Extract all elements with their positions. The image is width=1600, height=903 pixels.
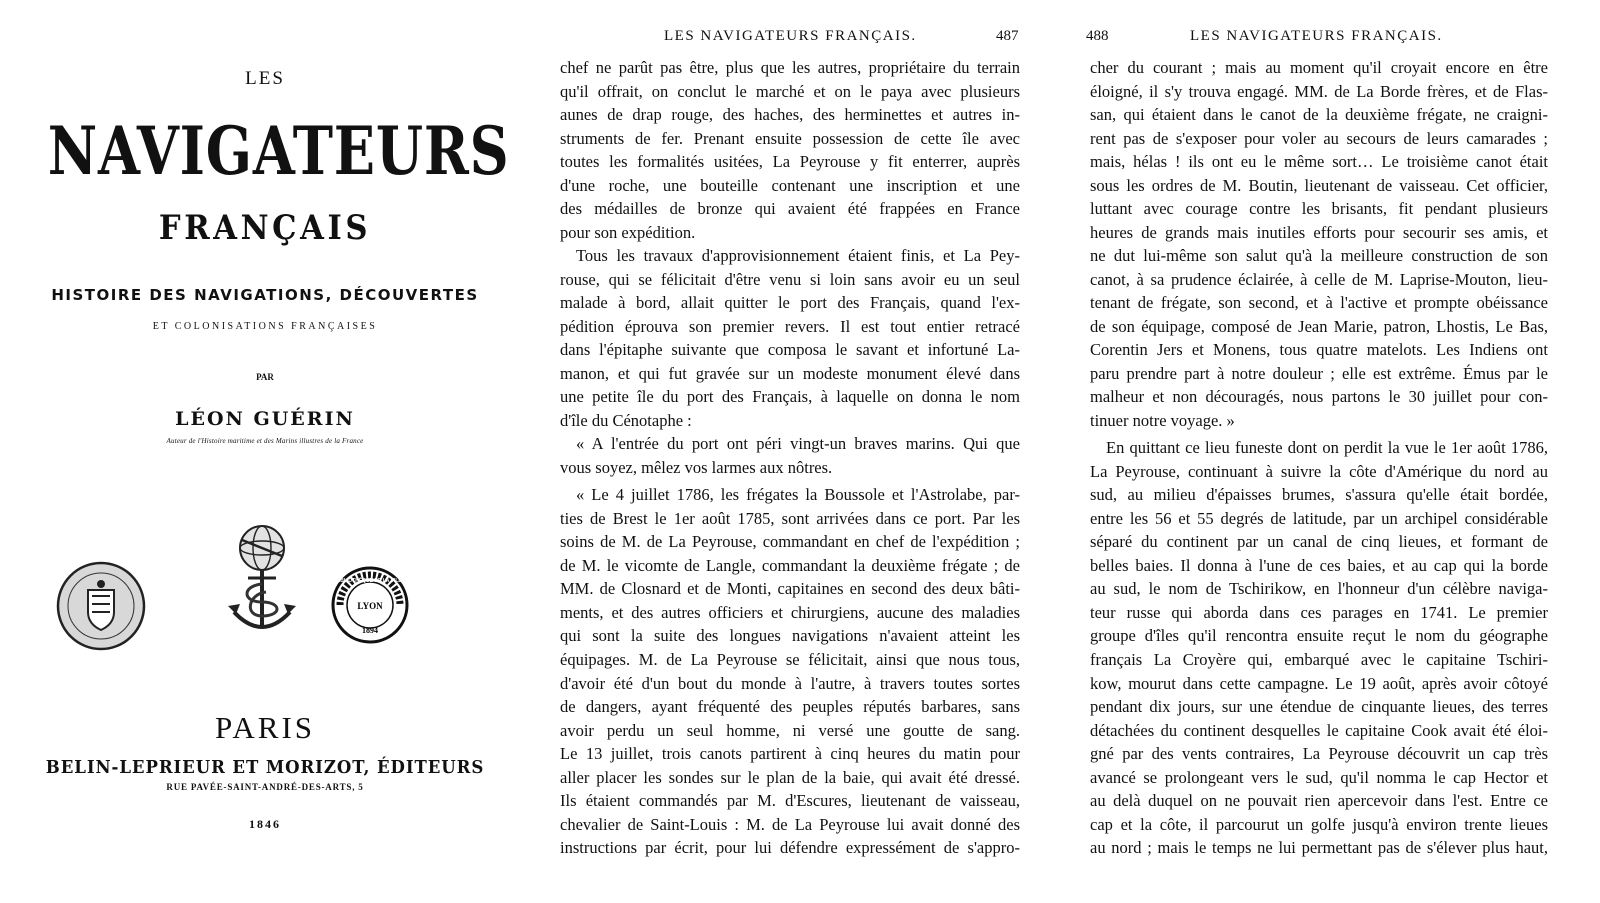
text-line: éloigné, il s'y trouva engagé. MM. de La Borde frères, et de Flas- <box>1090 81 1548 101</box>
text-line: kow, mourut dans cette campagne. Le 19 août, après avoir côtoyé <box>1090 673 1548 693</box>
page-number: 488 <box>1086 28 1109 44</box>
text-line: Tous les travaux d'approvisionnement étaient finis, et La Pey- <box>576 246 1020 266</box>
title-page <box>0 0 520 903</box>
text-line: sous les ordres de M. Boutin, lieutenant de vaisseau. Cet officier, <box>1090 175 1548 195</box>
text-line: une petite île du port des Français, à laquelle on donna le nom <box>560 387 1020 407</box>
text-line: MM. de Closnard et de Monti, capitaines en second des deux bâti- <box>560 579 1020 599</box>
text-line: rent pas de s'exposer pour voler au secours de leurs camarades ; <box>1090 128 1548 148</box>
text-line: aunes de drap rouge, des haches, des herminettes et autres in- <box>560 105 1020 125</box>
by-label: PAR <box>256 372 274 382</box>
text-line: soins de M. de La Peyrouse, commandant en chef de l'expédition ; <box>560 532 1020 552</box>
text-line: luttant avec courage contre les brisants, fit pendant plusieurs <box>1090 199 1548 219</box>
text-line: rouse, qui se félicitait d'être venu si loin sans avoir eu un seul <box>560 269 1020 289</box>
text-line: paru prendre part à notre douleur ; elle est extrême. Émus par le <box>1090 363 1548 383</box>
text-line: pédition éprouva son premier revers. Il est tout entier retracé <box>560 316 1020 336</box>
text-line: au nord ; mais le temps ne lui permettant pas de s'élever plus haut, <box>1090 838 1548 858</box>
stamp-city: LYON <box>357 601 383 611</box>
running-head: LES NAVIGATEURS FRANÇAIS. <box>664 28 917 44</box>
text-line: san, qui étaient dans le canot de la deuxième frégate, ne craigni- <box>1090 105 1548 125</box>
text-line: pendant dix jours, sur une étendue de cinquante lieues, des terres <box>1090 697 1548 717</box>
text-line: de son équipage, composé de Jean Marie, patron, Lhostis, Le Bas, <box>1090 316 1548 336</box>
text-line: aller placer les sondes sur le plan de la baie, qui avait été dressé. <box>560 767 1020 787</box>
text-line: Le 13 juillet, trois canots partirent à cinq heures du matin pour <box>560 744 1020 764</box>
text-line: « A l'entrée du port ont péri vingt-un braves marins. Qui que <box>576 434 1020 454</box>
library-stamp-left-icon <box>55 560 147 652</box>
text-line: d'avoir été d'un bout du monde à l'autre, à travers toutes sortes <box>560 673 1020 693</box>
subtitle-histoire: HISTOIRE DES NAVIGATIONS, DÉCOUVERTES <box>51 286 479 304</box>
author-description: Auteur de l'Histoire maritime et des Marins illustres de la France <box>166 437 364 445</box>
text-line: vous soyez, mêlez vos larmes aux nôtres. <box>560 457 833 477</box>
text-line: tenant de frégate, son second, et à l'active et prompte obéissance <box>1090 293 1548 313</box>
page-number: 487 <box>996 28 1019 44</box>
text-line: « Le 4 juillet 1786, les frégates la Boussole et l'Astrolabe, par- <box>576 485 1020 505</box>
publisher-address: RUE PAVÉE-SAINT-ANDRÉ-DES-ARTS, 5 <box>166 782 364 792</box>
text-line: qui sont la suite des longues navigations n'avaient atteint les <box>560 626 1020 646</box>
text-line: ne dut lui-même son salut qu'à la meilleure construction de son <box>1090 246 1548 266</box>
library-stamp-right-icon <box>330 565 410 645</box>
author-name: LÉON GUÉRIN <box>175 408 355 430</box>
text-line: des médailles de bronze qui avaient été frappées en France <box>560 199 1020 219</box>
publication-year: 1846 <box>249 817 281 831</box>
text-line: de dangers, ayant fréquenté des peuples réputés barbares, sans <box>560 697 1020 717</box>
text-line: toutes les formalités usitées, La Peyrouse y fit enterrer, auprès <box>560 152 1020 172</box>
title-francais: FRANÇAIS <box>158 208 372 248</box>
text-line: malheur et non découragés, nous partons le 30 juillet pour con- <box>1090 387 1548 407</box>
text-line: canot, à sa prudence éclairée, à celle de M. Laprise-Mouton, lieu- <box>1090 269 1548 289</box>
page-488 <box>1086 0 1592 903</box>
publication-city: PARIS <box>214 710 316 745</box>
text-line: Corentin Jers et Monens, tous quatre matelots. Les Indiens ont <box>1090 340 1548 360</box>
text-line: sud, au milieu d'épaisses brumes, s'assura qu'elle était bordée, <box>1090 485 1548 505</box>
text-line: français La Croyère qui, embarqué avec le capitaine Tschiri- <box>1090 650 1548 669</box>
subtitle-colonisations: ET COLONISATIONS FRANÇAISES <box>152 321 378 332</box>
publisher: BELIN-LEPRIEUR ET MORIZOT, ÉDITEURS <box>45 757 485 778</box>
globe-anchor-emblem-icon <box>214 518 310 640</box>
text-line: détachées du continent desquelles le capitaine Cook avait été éloi- <box>1090 720 1548 740</box>
text-line: d'île du Cénotaphe : <box>560 410 692 430</box>
text-line: struments de fer. Prenant ensuite possession de cette île avec <box>560 128 1020 148</box>
text-line: au sud, le nom de Tschirikow, en l'honneur d'un célèbre naviga- <box>1090 579 1548 599</box>
text-line: séparé du continent par un canal de cinq lieues, et formant de <box>1090 532 1548 552</box>
text-line: En quittant ce lieu funeste dont on perdit la vue le 1er août 1786, <box>1106 438 1548 458</box>
text-line: gné par des vents contraires, La Peyrouse découvrit un cap très <box>1090 744 1548 764</box>
running-head: LES NAVIGATEURS FRANÇAIS. <box>1190 28 1443 44</box>
text-line: ties de Brest le 1er août 1785, sont arrivées dans ce port. Par les <box>560 508 1020 528</box>
text-line: cher du courant ; mais au moment qu'il croyait encore en être <box>1090 58 1548 77</box>
text-line: d'une roche, une bouteille contenant une inscription et une <box>560 175 1020 195</box>
text-line: tinuer notre voyage. » <box>1090 410 1235 430</box>
text-line: au delà duquel on ne pouvait rien apercevoir dans l'est. Entre ce <box>1090 791 1548 811</box>
text-line: instructions par écrit, pour lui défendre expressément de s'appro- <box>560 838 1020 858</box>
text-line: cap et la côte, il parcourut un golfe jusqu'à environ trente lieues <box>1090 814 1548 834</box>
text-line: dans l'épitaphe suivante que composa le savant et infortuné La- <box>560 340 1020 360</box>
text-line: manon, et qui fut gravée sur un modeste monument élevé dans <box>560 363 1020 383</box>
text-line: ments, et des autres officiers et chirurgiens, aucune des maladies <box>560 602 1020 622</box>
text-line: avoir perdu un seul homme, ni versé une goutte de sang. <box>560 720 1020 740</box>
text-line: groupe d'îles qu'il rencontra ensuite reçut le nom du géographe <box>1090 626 1548 646</box>
text-line: avancé se prolongeant vers le sud, qu'il nomma le cap Hector et <box>1090 767 1548 787</box>
text-line: pour son expédition. <box>560 222 696 242</box>
text-line: chevalier de Saint-Louis : M. de La Peyrouse lui avait donné des <box>560 814 1020 834</box>
stamp-library-name: BIBLIOTHÈQUE DE LA VILLE <box>335 578 405 584</box>
text-line: chef ne parût pas être, plus que les autres, propriétaire du terrain <box>560 58 1020 77</box>
text-line: Ils étaient commandés par M. d'Escures, lieutenant de vaisseau, <box>560 791 1020 811</box>
stamp-year: 1894 <box>362 626 378 635</box>
text-line: La Peyrouse, continuant à suivre la côte d'Amérique du nord au <box>1090 461 1548 481</box>
text-line: de M. le vicomte de Langle, commandant la deuxième frégate ; de <box>560 555 1020 575</box>
title-les: LES <box>245 68 285 89</box>
text-line: malade à bord, allait quitter le port des Français, quand l'ex- <box>560 293 1020 313</box>
title-navigateurs: NAVIGATEURS <box>47 112 510 190</box>
text-line: belles baies. Il donna à l'une de ces baies, et au cap qui la borde <box>1090 555 1548 575</box>
text-line: entre les 56 et 55 degrés de latitude, par un archipel considérable <box>1090 508 1548 528</box>
text-line: mais, hélas ! ils ont eu le même sort… Le troisième canot était <box>1090 152 1548 172</box>
page-487 <box>548 0 1044 903</box>
text-line: qu'il offrait, on conclut le marché et on le paya avec plusieurs <box>560 81 1020 101</box>
text-line: équipages. M. de La Peyrouse se félicitait, ainsi que nous tous, <box>560 650 1020 669</box>
text-line: heures de grands mais inutiles efforts pour secourir ses amis, et <box>1090 222 1548 242</box>
text-line: teur russe qui aborda dans ces parages en 1741. Le premier <box>1090 602 1548 622</box>
